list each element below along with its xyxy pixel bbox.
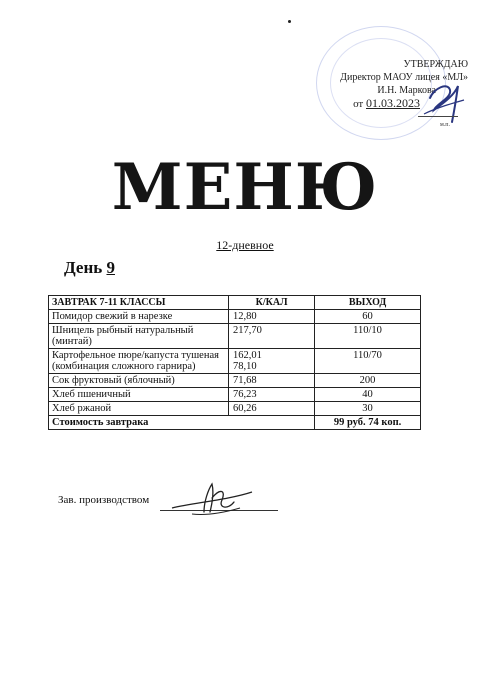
- dish-kcal-1: 162,01: [233, 350, 262, 361]
- day-word: День: [64, 258, 103, 277]
- header-output: ВЫХОД: [315, 296, 421, 310]
- table-row: [49, 324, 421, 349]
- table-row: [49, 310, 421, 324]
- dish-name: Шницель рыбный натуральный (минтай): [49, 324, 229, 349]
- date-prefix: от: [353, 98, 364, 110]
- day-label: [64, 258, 115, 278]
- day-number: 9: [106, 258, 115, 277]
- table-row: [49, 402, 421, 416]
- page-title: МЕНЮ: [111, 150, 379, 225]
- table-row: [49, 374, 421, 388]
- total-label: Стоимость завтрака: [49, 416, 315, 430]
- table-row: [49, 349, 421, 374]
- total-value: 99 руб. 74 коп.: [315, 416, 421, 430]
- table-header-row: [49, 296, 421, 310]
- speck: [288, 20, 291, 23]
- manager-signature: [168, 478, 254, 522]
- dish-name: Картофельное пюре/капуста тушеная (комбинация сложного гарнира): [49, 349, 229, 374]
- dish-name: Хлеб ржаной: [49, 402, 229, 416]
- table-row: [49, 388, 421, 402]
- dish-kcal: 12,80: [229, 310, 315, 324]
- dish-output: 30: [315, 402, 421, 416]
- dish-kcal-2: 78,10: [233, 361, 257, 372]
- dish-kcal: 71,68: [229, 374, 315, 388]
- stamp-line: [418, 116, 458, 117]
- total-row: [49, 416, 421, 430]
- dish-name: Помидор свежий в нарезке: [49, 310, 229, 324]
- stamp-place-label: м.п.: [439, 122, 450, 128]
- dish-output: 200: [315, 374, 421, 388]
- dish-name: Сок фруктовый (яблочный): [49, 374, 229, 388]
- footer-label: Зав. производством: [58, 494, 150, 506]
- approval-name-text: И.Н. Маркова: [377, 85, 436, 96]
- header-meal: ЗАВТРАК 7-11 КЛАССЫ: [49, 296, 229, 310]
- page-subtitle: 12-дневное: [216, 238, 274, 252]
- dish-kcal: 217,70: [229, 324, 315, 349]
- dish-name: Хлеб пшеничный: [49, 388, 229, 402]
- header-kcal: К/КАЛ: [229, 296, 315, 310]
- dish-output: 110/10: [315, 324, 421, 349]
- menu-table: [48, 295, 421, 430]
- dish-kcal: 76,23: [229, 388, 315, 402]
- dish-output: 110/70: [315, 349, 421, 374]
- dish-kcal: [229, 349, 315, 374]
- approval-position: Директор МАОУ лицея «МЛ»: [340, 72, 468, 83]
- approval-date: [340, 97, 420, 111]
- dish-output: 60: [315, 310, 421, 324]
- approval-title: УТВЕРЖДАЮ: [403, 59, 468, 70]
- date-value: 01.03.2023: [366, 96, 420, 110]
- dish-output: 40: [315, 388, 421, 402]
- dish-kcal: 60,26: [229, 402, 315, 416]
